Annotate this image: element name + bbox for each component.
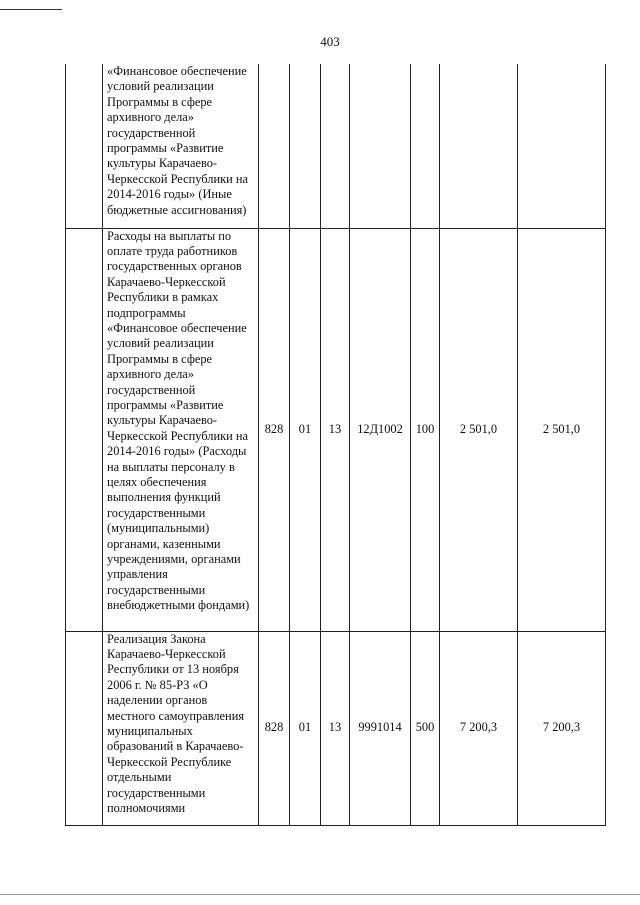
scan-edge-line xyxy=(0,894,640,895)
subsection-code-cell: 13 xyxy=(321,631,350,825)
amount-cell: 7 200,3 xyxy=(440,631,518,825)
ministry-code-cell: 828 xyxy=(259,631,290,825)
section-code-cell: 01 xyxy=(290,631,321,825)
amount-cell: 2 501,0 xyxy=(440,228,518,631)
scan-edge-line xyxy=(0,9,62,10)
description-cell: «Финансовое обеспечение условий реализации Программы в сфере архивного дела» государственной программы «Развитие культуры Карачаево-Черкесской Республики на 2014-2016 годы» (Иные бюджетные ассигнования) xyxy=(103,64,259,228)
budget-table xyxy=(65,64,606,826)
subsection-code-cell xyxy=(321,64,350,228)
amount-cell xyxy=(518,64,606,228)
amount-cell xyxy=(440,64,518,228)
amount-cell: 2 501,0 xyxy=(518,228,606,631)
expense-type-cell: 500 xyxy=(411,631,440,825)
expense-type-cell xyxy=(411,64,440,228)
page-number: 403 xyxy=(320,34,340,49)
ministry-code-cell: 828 xyxy=(259,228,290,631)
description-cell: Расходы на выплаты по оплате труда работников государственных органов Карачаево-Черкесской Республики в рамках подпрограммы «Финансовое обеспечение условий реализации Программы в сфере архивного дела» государственной программы «Развитие культуры Карачаево-Черкесской Республики на 2014-2016 годы» (Расходы на выплаты персоналу в целях обеспечения выполнения функций государственными (муниципальными) органами, казенными учреждениями, органами управления государственными внебюджетными фондами) xyxy=(103,228,259,631)
ministry-code-cell xyxy=(259,64,290,228)
index-cell xyxy=(66,64,103,228)
description-cell: Реализация Закона Карачаево-Черкесской Республики от 13 ноября 2006 г. № 85-РЗ «О наделении органов местного самоуправления муниципальных образований в Карачаево-Черкесской Республике отдельными государственными полномочиями xyxy=(103,631,259,825)
index-cell xyxy=(66,228,103,631)
target-article-cell xyxy=(350,64,411,228)
section-code-cell: 01 xyxy=(290,228,321,631)
table-row xyxy=(66,64,606,228)
table-row xyxy=(66,631,606,825)
amount-cell: 7 200,3 xyxy=(518,631,606,825)
expense-type-cell: 100 xyxy=(411,228,440,631)
target-article-cell: 9991014 xyxy=(350,631,411,825)
subsection-code-cell: 13 xyxy=(321,228,350,631)
section-code-cell xyxy=(290,64,321,228)
index-cell xyxy=(66,631,103,825)
target-article-cell: 12Д1002 xyxy=(350,228,411,631)
table-row xyxy=(66,228,606,631)
